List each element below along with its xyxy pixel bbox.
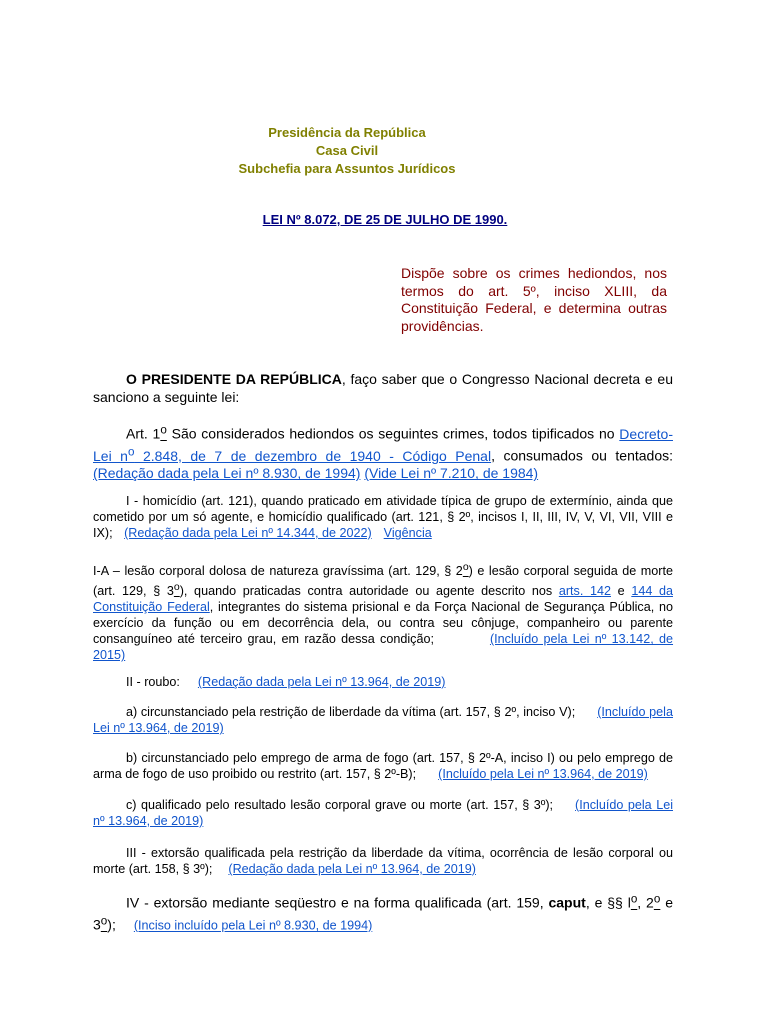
header-presidency: Presidência da República <box>268 125 426 140</box>
link-incluido-13142[interactable]: (Incluído pela Lei nº 13.142, de 2015) <box>93 632 674 663</box>
inciso-IA-t4: e <box>611 584 632 599</box>
link-codigo-penal-a: Decreto-Lei n <box>93 425 673 464</box>
inciso-IV-sup1: o <box>630 892 638 905</box>
art1-ordinal: o <box>160 423 167 436</box>
link-incluido-13964-c[interactable]: (Incluído pela Lei nº 13.964, de 2019) <box>93 798 673 828</box>
inciso-IA-sup2: o <box>173 581 180 594</box>
inciso-IV-t4: e 3 <box>93 894 674 933</box>
inciso-IA-t3: ), quando praticadas contra autoridade ou agente descrito nos <box>179 584 559 599</box>
law-title <box>200 212 570 227</box>
link-vigencia[interactable]: Vigência <box>383 526 432 540</box>
inciso-IV-t3: , 2 <box>637 894 654 911</box>
alinea-c-text: c) qualificado pelo resultado lesão corporal grave ou morte (art. 157, § 3º); <box>126 798 554 812</box>
art1-after-link: , consumados ou tentados: <box>491 447 674 464</box>
link-vide-7210[interactable]: (Vide Lei nº 7.210, de 1984) <box>364 465 539 482</box>
inciso-IA-sup1: o <box>462 561 469 573</box>
inciso-IV-t5: ); <box>107 916 116 933</box>
link-redacao-14344[interactable]: (Redação dada pela Lei nº 14.344, de 2022) <box>124 526 372 540</box>
inciso-IV <box>93 890 673 935</box>
art1-text: São considerados hediondos os seguintes crimes, todos tipificados no <box>166 425 620 442</box>
government-header <box>200 124 494 178</box>
inciso-IV-caput: caput <box>548 894 586 911</box>
alinea-c <box>93 797 673 829</box>
inciso-I-text: I - homicídio (art. 121), quando praticado em atividade típica de grupo de extermínio, ainda que cometido por um só agente, e homicídio qualificado (art. 121, § 2º, incisos I, II, III, IV, V, VI, VII, VIII e IX); <box>93 494 673 540</box>
alinea-a-text: a) circunstanciado pela restrição de liberdade da vítima (art. 157, § 2º, inciso V); <box>126 705 576 719</box>
art1-prefix: Art. 1 <box>126 425 161 442</box>
inciso-IV-sup3: o <box>100 914 108 928</box>
inciso-IV-t1: IV - extorsão mediante seqüestro e na forma qualificada (art. 159, <box>126 894 549 911</box>
inciso-IA-t2: ) e lesão corporal seguida de morte (art. 129, § 3 <box>93 564 673 599</box>
ementa: Dispõe sobre os crimes hediondos, nos termos do art. 5º, inciso XLIII, da Constituição Federal, e determina outras providências. <box>401 265 667 334</box>
link-arts-142[interactable]: arts. 142 <box>558 584 611 599</box>
link-incluido-13964-a[interactable]: (Incluído pela Lei nº 13.964, de 2019) <box>93 705 673 735</box>
link-incluido-13964-b[interactable]: (Incluído pela Lei nº 13.964, de 2019) <box>438 767 648 781</box>
inciso-III-text: III - extorsão qualificada pela restrição da liberdade da vítima, ocorrência de lesão corporal ou morte (art. 158, § 3º); <box>93 846 673 876</box>
inciso-IV-sup2: o <box>653 892 661 905</box>
inciso-II-text: II - roubo: <box>126 675 180 689</box>
link-incluido-8930[interactable]: (Inciso incluído pela Lei nº 8.930, de 1994) <box>133 918 373 933</box>
link-redacao-13964-ii[interactable]: (Redação dada pela Lei nº 13.964, de 2019) <box>197 675 446 689</box>
preamble <box>93 371 673 406</box>
inciso-II <box>93 674 673 690</box>
preamble-text: , faço saber que o Congresso Nacional decreta e eu sanciono a seguinte lei: <box>93 371 673 405</box>
inciso-IV-t2: , e §§ l <box>585 894 631 911</box>
inciso-IA-t1: I-A – lesão corporal dolosa de natureza gravíssima (art. 129, § 2 <box>93 564 463 579</box>
law-title-link[interactable]: LEI Nº 8.072, DE 25 DE JULHO DE 1990. <box>262 212 508 227</box>
inciso-I <box>93 493 673 541</box>
article-1 <box>93 421 673 483</box>
link-codigo-penal-ord: o <box>127 445 135 459</box>
inciso-I-A <box>93 559 673 663</box>
alinea-a <box>93 704 673 736</box>
link-redacao-8930[interactable]: (Redação dada pela Lei nº 8.930, de 1994) <box>93 465 361 482</box>
link-144-constituicao[interactable]: 144 da Constituição Federal <box>93 584 673 615</box>
header-casa-civil: Casa Civil <box>315 143 379 158</box>
alinea-b-text: b) circunstanciado pelo emprego de arma de fogo (art. 157, § 2º-A, inciso I) ou pelo emprego de arma de fogo de uso proibido ou restrito (art. 157, § 2º-B); <box>93 751 673 781</box>
inciso-III <box>93 845 673 877</box>
inciso-IA-t5: , integrantes do sistema prisional e da Força Nacional de Segurança Pública, no exercício da função ou em decorrência dela, ou contra seu cônjuge, companheiro ou parente consanguíneo até terceiro grau, em razão dessa condição; <box>93 600 673 647</box>
alinea-b <box>93 750 673 782</box>
link-codigo-penal-b: 2.848, de 7 de dezembro de 1940 - Código Penal <box>134 447 492 464</box>
header-subchefia: Subchefia para Assuntos Jurídicos <box>238 161 456 176</box>
link-redacao-13964-iii[interactable]: (Redação dada pela Lei nº 13.964, de 2019) <box>228 862 476 876</box>
preamble-president: O PRESIDENTE DA REPÚBLICA <box>126 371 342 387</box>
